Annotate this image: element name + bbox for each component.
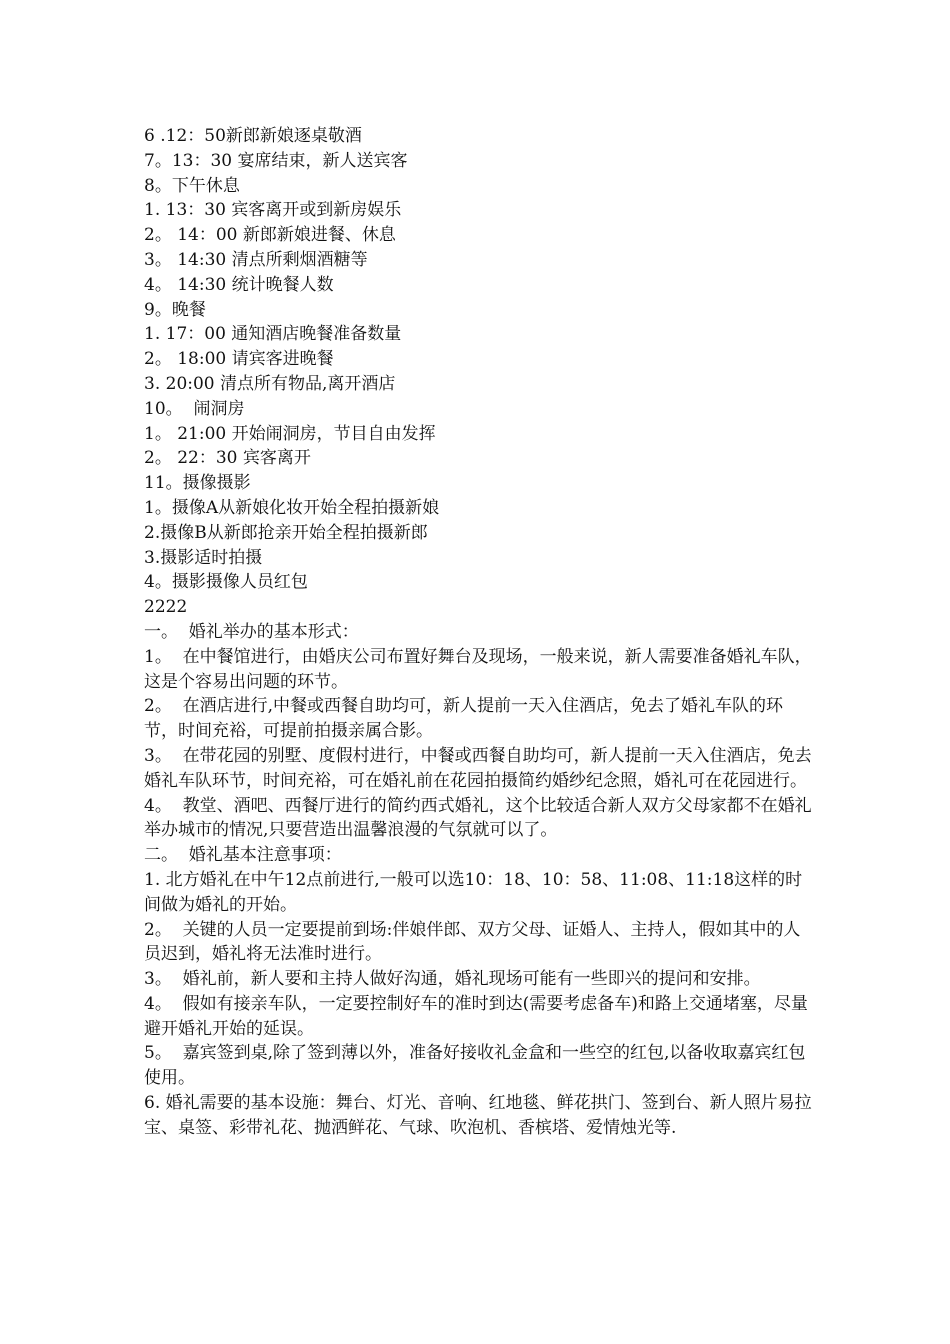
schedule-line: 2。 18:00 请宾客进晚餐 <box>144 349 334 370</box>
section-heading: 二。 婚礼基本注意事项： <box>144 845 342 866</box>
paragraph: 3。 婚礼前，新人要和主持人做好沟通，婚礼现场可能有一些即兴的提问和安排。 <box>144 969 761 990</box>
paragraph: 5。 嘉宾签到桌,除了签到薄以外，准备好接收礼金盒和一些空的红包,以备收取嘉宾红包使用。 <box>144 1043 806 1089</box>
paragraph: 1. 北方婚礼在中午12点前进行,一般可以选10：18、10：58、11:08、11:18这样的时间做为婚礼的开始。 <box>144 869 803 915</box>
list-item: 4。摄影摄像人员红包 <box>144 572 308 593</box>
list-item: 2.摄像B从新郎抢亲开始全程拍摄新郎 <box>144 522 428 543</box>
schedule-line: 2。 14：00 新郎新娘进餐、休息 <box>144 225 396 246</box>
separator-text: 2222 <box>144 597 188 618</box>
document-body <box>144 124 812 1141</box>
list-item: 3.摄影适时拍摄 <box>144 547 263 568</box>
section-heading: 10。 闹洞房 <box>144 398 245 419</box>
paragraph: 1。 在中餐馆进行，由婚庆公司布置好舞台及现场，一般来说，新人需要准备婚礼车队，这是个容易出问题的环节。 <box>144 646 812 692</box>
schedule-line: 3。 14:30 清点所剩烟酒糖等 <box>144 249 368 270</box>
schedule-line: 4。 14:30 统计晚餐人数 <box>144 274 334 295</box>
schedule-line: 6 .12：50新郎新娘逐桌敬酒 <box>144 126 362 146</box>
schedule-line: 1。 21:00 开始闹洞房，节目自由发挥 <box>144 423 436 444</box>
section-heading: 8。下午休息 <box>144 175 240 196</box>
schedule-line: 3. 20:00 清点所有物品,离开酒店 <box>144 373 396 394</box>
section-heading: 9。晚餐 <box>144 299 206 320</box>
schedule-line: 2。 22：30 宾客离开 <box>144 448 311 469</box>
schedule-line: 7。13：30 宴席结束，新人送宾客 <box>144 150 408 171</box>
paragraph: 4。 假如有接亲车队，一定要控制好车的准时到达(需要考虑备车)和路上交通堵塞，尽量避开婚礼开始的延误。 <box>144 993 808 1039</box>
paragraph: 3。 在带花园的别墅、度假村进行，中餐或西餐自助均可，新人提前一天入住酒店，免去婚礼车队环节，时间充裕，可在婚礼前在花园拍摄简约婚纱纪念照，婚礼可在花园进行。 <box>144 745 812 791</box>
paragraph: 2。 关键的人员一定要提前到场:伴娘伴郎、双方父母、证婚人、主持人，假如其中的人员迟到，婚礼将无法准时进行。 <box>144 919 801 965</box>
paragraph: 6. 婚礼需要的基本设施：舞台、灯光、音响、红地毯、鲜花拱门、签到台、新人照片易拉宝、桌签、彩带礼花、抛洒鲜花、气球、吹泡机、香槟塔、爱情烛光等. <box>144 1093 812 1138</box>
list-item: 1。摄像A从新娘化妆开始全程拍摄新娘 <box>144 497 440 518</box>
paragraph: 2。 在酒店进行,中餐或西餐自助均可，新人提前一天入住酒店，免去了婚礼车队的环节，时间充裕，可提前拍摄亲属合影。 <box>144 696 784 742</box>
schedule-line: 1. 17：00 通知酒店晚餐准备数量 <box>144 324 402 345</box>
paragraph: 4。 教堂、酒吧、西餐厅进行的简约西式婚礼，这个比较适合新人双方父母家都不在婚礼举办城市的情况,只要营造出温馨浪漫的气氛就可以了。 <box>144 795 812 841</box>
section-heading: 一。 婚礼举办的基本形式： <box>144 621 359 642</box>
schedule-line: 1. 13：30 宾客离开或到新房娱乐 <box>144 200 402 221</box>
section-heading: 11。摄像摄影 <box>144 473 251 494</box>
